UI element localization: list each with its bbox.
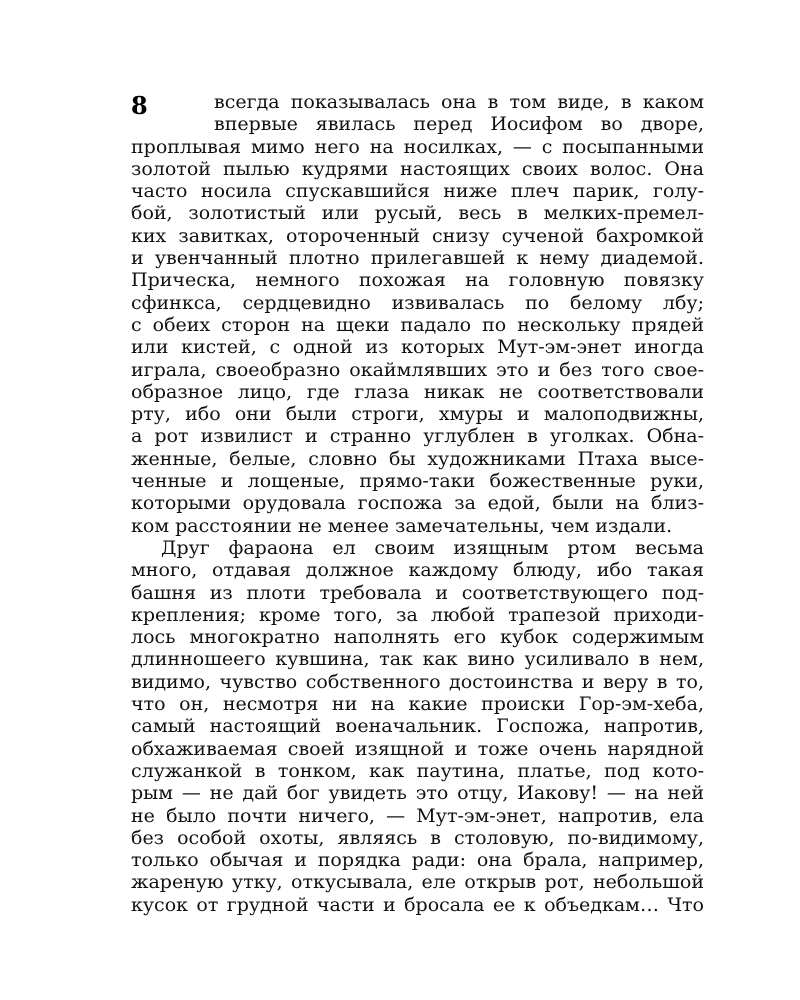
text-line: много, отдавая должное каждому блюду, ибо такая	[131, 559, 704, 582]
text-line: сфинкса, сердцевидно извивалась по белому лбу;	[131, 291, 704, 314]
text-line: крепления; кроме того, за любой трапезой приходи-	[131, 603, 704, 626]
text-line: Прическа, немного похожая на головную повязку	[131, 269, 704, 292]
text-line: рту, ибо они были строги, хмуры и малоподвижны,	[131, 403, 704, 426]
text-line: а рот извилист и странно углублен в уголках. Обна-	[131, 425, 704, 448]
text-line: обхаживаемая своей изящной и тоже очень нарядной	[131, 737, 704, 760]
text-line: без особой охоты, являясь в столовую, по-видимому,	[131, 826, 704, 849]
text-line: с обеих сторон на щеки падало по нескольку прядей	[131, 313, 704, 336]
page-number: 8	[131, 91, 148, 120]
text-line: ченные и лощеные, прямо-таки божественные руки,	[131, 470, 704, 493]
text-line: служанкой в тонком, как паутина, платье, под кото-	[131, 759, 704, 782]
text-line: кусок от грудной части и бросала ее к объедкам… Что	[131, 893, 704, 916]
text-line: самый настоящий военачальник. Госпожа, напротив,	[131, 715, 704, 738]
text-line: которыми орудовала госпожа за едой, были на близ-	[131, 492, 704, 515]
text-line: длинношеего кувшина, так как вино усиливало в нем,	[131, 648, 704, 671]
text-line: башня из плоти требовала и соответствующего под-	[131, 581, 704, 604]
text-line: рым — не дай бог увидеть это отцу, Иакову! — на ней	[131, 782, 704, 805]
text-line: и увенчанный плотно прилегавшей к нему диадемой.	[131, 247, 704, 270]
text-line: ких завитках, отороченный снизу сученой бахромкой	[131, 224, 704, 247]
text-line: жареную утку, откусывала, еле открыв рот, небольшой	[131, 871, 704, 894]
text-line: впервые явилась перед Иосифом во дворе,	[214, 113, 704, 136]
text-line: всегда показывалась она в том виде, в каком	[214, 91, 704, 113]
text-line: играла, своеобразно окаймлявших это и без того свое-	[131, 358, 704, 381]
text-line: бой, золотистый или русый, весь в мелких-премел-	[131, 202, 704, 225]
text-line: что он, несмотря ни на какие происки Гор-эм-хеба,	[131, 693, 704, 716]
text-line: лось многократно наполнять его кубок содержимым	[131, 626, 704, 649]
text-line: или кистей, с одной из которых Мут-эм-энет иногда	[131, 336, 704, 359]
text-line: проплывая мимо него на носилках, — с посыпанными	[131, 135, 704, 158]
text-line: часто носила спускавшийся ниже плеч парик, голу-	[131, 180, 704, 203]
text-line: образное лицо, где глаза никак не соответствовали	[131, 380, 704, 403]
text-line: не было почти ничего, — Мут-эм-энет, напротив, ела	[131, 804, 704, 827]
text-line: видимо, чувство собственного достоинства и веру в то,	[131, 670, 704, 693]
text-line: золотой пылью кудрями настоящих своих волос. Она	[131, 157, 704, 180]
body-text	[131, 91, 704, 916]
text-line: ком расстоянии не менее замечательны, чем издали.	[131, 514, 673, 537]
text-line: только обычая и порядка ради: она брала, например,	[131, 849, 704, 872]
text-line: женные, белые, словно бы художниками Птаха высе-	[131, 447, 704, 470]
text-line: Друг фараона ел своим изящным ртом весьма	[161, 536, 704, 559]
